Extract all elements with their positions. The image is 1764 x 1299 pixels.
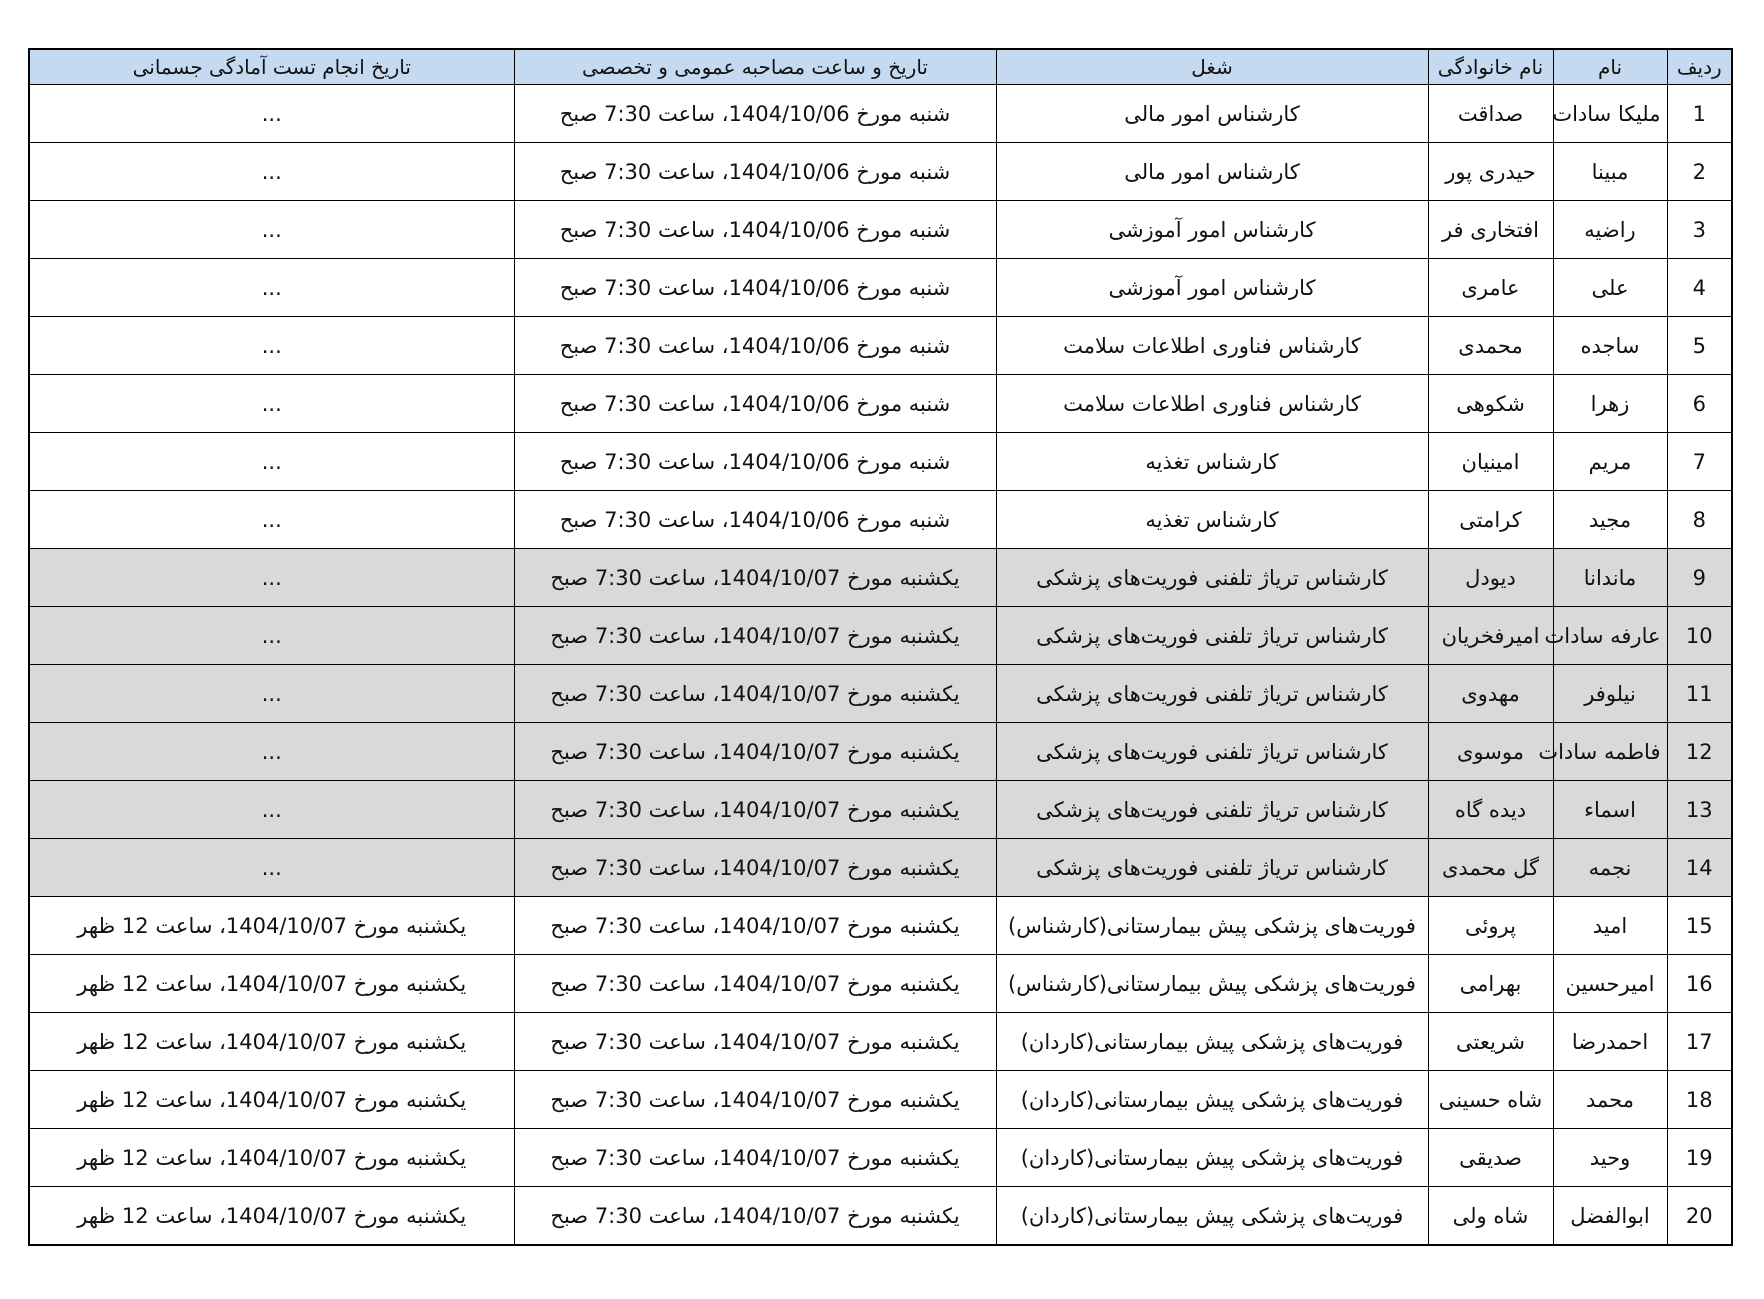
cell-interview-datetime: یکشنبه مورخ 1404/10/07، ساعت 7:30 صبح bbox=[514, 839, 996, 897]
cell-job: کارشناس امور مالی bbox=[996, 143, 1428, 201]
cell-row-number: 19 bbox=[1667, 1129, 1732, 1187]
cell-job: کارشناس تریاژ تلفنی فوریت‌های پزشکی bbox=[996, 839, 1428, 897]
cell-fitness-test-date: ... bbox=[29, 375, 514, 433]
cell-first-name: وحید bbox=[1553, 1129, 1667, 1187]
cell-interview-datetime: شنبه مورخ 1404/10/06، ساعت 7:30 صبح bbox=[514, 201, 996, 259]
cell-first-name: راضیه bbox=[1553, 201, 1667, 259]
cell-fitness-test-date: ... bbox=[29, 723, 514, 781]
cell-fitness-test-date: ... bbox=[29, 201, 514, 259]
table-row bbox=[29, 259, 1732, 317]
cell-job: کارشناس امور آموزشی bbox=[996, 259, 1428, 317]
cell-job: کارشناس تریاژ تلفنی فوریت‌های پزشکی bbox=[996, 665, 1428, 723]
cell-interview-datetime: شنبه مورخ 1404/10/06، ساعت 7:30 صبح bbox=[514, 259, 996, 317]
cell-job: فوریت‌های پزشکی پیش بیمارستانی(کاردان) bbox=[996, 1013, 1428, 1071]
cell-job: کارشناس تریاژ تلفنی فوریت‌های پزشکی bbox=[996, 549, 1428, 607]
table-row bbox=[29, 143, 1732, 201]
cell-last-name: امیرفخریان bbox=[1428, 607, 1553, 665]
cell-fitness-test-date: ... bbox=[29, 781, 514, 839]
header-last-name: نام خانوادگی bbox=[1428, 49, 1553, 85]
cell-row-number: 13 bbox=[1667, 781, 1732, 839]
cell-row-number: 10 bbox=[1667, 607, 1732, 665]
cell-job: فوریت‌های پزشکی پیش بیمارستانی(کارشناس) bbox=[996, 955, 1428, 1013]
cell-first-name: مریم bbox=[1553, 433, 1667, 491]
cell-first-name: فاطمه سادات bbox=[1553, 723, 1667, 781]
cell-last-name: مهدوی bbox=[1428, 665, 1553, 723]
cell-fitness-test-date: ... bbox=[29, 839, 514, 897]
header-row bbox=[29, 49, 1732, 85]
cell-first-name: نیلوفر bbox=[1553, 665, 1667, 723]
cell-interview-datetime: شنبه مورخ 1404/10/06، ساعت 7:30 صبح bbox=[514, 491, 996, 549]
cell-job: کارشناس امور مالی bbox=[996, 85, 1428, 143]
cell-row-number: 14 bbox=[1667, 839, 1732, 897]
cell-first-name: احمدرضا bbox=[1553, 1013, 1667, 1071]
cell-interview-datetime: شنبه مورخ 1404/10/06، ساعت 7:30 صبح bbox=[514, 375, 996, 433]
cell-interview-datetime: یکشنبه مورخ 1404/10/07، ساعت 7:30 صبح bbox=[514, 1071, 996, 1129]
cell-row-number: 11 bbox=[1667, 665, 1732, 723]
cell-row-number: 3 bbox=[1667, 201, 1732, 259]
table-row bbox=[29, 1129, 1732, 1187]
table-row bbox=[29, 1071, 1732, 1129]
cell-last-name: عامری bbox=[1428, 259, 1553, 317]
cell-row-number: 9 bbox=[1667, 549, 1732, 607]
header-job: شغل bbox=[996, 49, 1428, 85]
cell-first-name: عارفه سادات bbox=[1553, 607, 1667, 665]
cell-job: کارشناس تریاژ تلفنی فوریت‌های پزشکی bbox=[996, 781, 1428, 839]
cell-fitness-test-date: یکشنبه مورخ 1404/10/07، ساعت 12 ظهر bbox=[29, 1013, 514, 1071]
cell-last-name: صدیقی bbox=[1428, 1129, 1553, 1187]
cell-job: کارشناس فناوری اطلاعات سلامت bbox=[996, 375, 1428, 433]
cell-last-name: دیده گاه bbox=[1428, 781, 1553, 839]
cell-last-name: محمدی bbox=[1428, 317, 1553, 375]
cell-fitness-test-date: ... bbox=[29, 491, 514, 549]
cell-fitness-test-date: ... bbox=[29, 85, 514, 143]
cell-last-name: شاه ولی bbox=[1428, 1187, 1553, 1246]
cell-first-name: امید bbox=[1553, 897, 1667, 955]
cell-interview-datetime: یکشنبه مورخ 1404/10/07، ساعت 7:30 صبح bbox=[514, 665, 996, 723]
cell-row-number: 17 bbox=[1667, 1013, 1732, 1071]
cell-last-name: موسوی bbox=[1428, 723, 1553, 781]
table-row bbox=[29, 549, 1732, 607]
cell-interview-datetime: یکشنبه مورخ 1404/10/07، ساعت 7:30 صبح bbox=[514, 897, 996, 955]
cell-row-number: 16 bbox=[1667, 955, 1732, 1013]
cell-fitness-test-date: یکشنبه مورخ 1404/10/07، ساعت 12 ظهر bbox=[29, 1129, 514, 1187]
cell-first-name: مجید bbox=[1553, 491, 1667, 549]
cell-last-name: گل محمدی bbox=[1428, 839, 1553, 897]
cell-interview-datetime: یکشنبه مورخ 1404/10/07، ساعت 7:30 صبح bbox=[514, 781, 996, 839]
cell-job: کارشناس تغذیه bbox=[996, 491, 1428, 549]
table-header bbox=[29, 49, 1732, 85]
cell-interview-datetime: یکشنبه مورخ 1404/10/07، ساعت 7:30 صبح bbox=[514, 1187, 996, 1246]
cell-fitness-test-date: یکشنبه مورخ 1404/10/07، ساعت 12 ظهر bbox=[29, 1187, 514, 1246]
cell-row-number: 4 bbox=[1667, 259, 1732, 317]
cell-row-number: 6 bbox=[1667, 375, 1732, 433]
cell-first-name: محمد bbox=[1553, 1071, 1667, 1129]
cell-fitness-test-date: ... bbox=[29, 665, 514, 723]
cell-last-name: دیودل bbox=[1428, 549, 1553, 607]
table-row bbox=[29, 85, 1732, 143]
cell-interview-datetime: یکشنبه مورخ 1404/10/07، ساعت 7:30 صبح bbox=[514, 1013, 996, 1071]
cell-first-name: علی bbox=[1553, 259, 1667, 317]
table-row bbox=[29, 491, 1732, 549]
cell-first-name: ساجده bbox=[1553, 317, 1667, 375]
cell-fitness-test-date: یکشنبه مورخ 1404/10/07، ساعت 12 ظهر bbox=[29, 955, 514, 1013]
cell-last-name: حیدری پور bbox=[1428, 143, 1553, 201]
table-row bbox=[29, 955, 1732, 1013]
table-row bbox=[29, 433, 1732, 491]
cell-fitness-test-date: ... bbox=[29, 317, 514, 375]
cell-interview-datetime: یکشنبه مورخ 1404/10/07، ساعت 7:30 صبح bbox=[514, 723, 996, 781]
cell-row-number: 12 bbox=[1667, 723, 1732, 781]
cell-job: فوریت‌های پزشکی پیش بیمارستانی(کاردان) bbox=[996, 1187, 1428, 1246]
cell-job: فوریت‌های پزشکی پیش بیمارستانی(کاردان) bbox=[996, 1129, 1428, 1187]
table-body bbox=[29, 85, 1732, 1246]
header-first-name: نام bbox=[1553, 49, 1667, 85]
table-row bbox=[29, 781, 1732, 839]
cell-last-name: صداقت bbox=[1428, 85, 1553, 143]
table-row bbox=[29, 375, 1732, 433]
cell-first-name: ابوالفضل bbox=[1553, 1187, 1667, 1246]
cell-last-name: افتخاری فر bbox=[1428, 201, 1553, 259]
cell-interview-datetime: شنبه مورخ 1404/10/06، ساعت 7:30 صبح bbox=[514, 433, 996, 491]
cell-first-name: اسماء bbox=[1553, 781, 1667, 839]
header-fitness-test-date: تاریخ انجام تست آمادگی جسمانی bbox=[29, 49, 514, 85]
cell-last-name: شکوهی bbox=[1428, 375, 1553, 433]
cell-fitness-test-date: ... bbox=[29, 259, 514, 317]
cell-row-number: 1 bbox=[1667, 85, 1732, 143]
table-row bbox=[29, 1187, 1732, 1246]
cell-interview-datetime: شنبه مورخ 1404/10/06، ساعت 7:30 صبح bbox=[514, 317, 996, 375]
cell-first-name: نجمه bbox=[1553, 839, 1667, 897]
cell-interview-datetime: یکشنبه مورخ 1404/10/07، ساعت 7:30 صبح bbox=[514, 955, 996, 1013]
cell-fitness-test-date: ... bbox=[29, 607, 514, 665]
cell-row-number: 15 bbox=[1667, 897, 1732, 955]
cell-interview-datetime: شنبه مورخ 1404/10/06، ساعت 7:30 صبح bbox=[514, 143, 996, 201]
cell-fitness-test-date: یکشنبه مورخ 1404/10/07، ساعت 12 ظهر bbox=[29, 897, 514, 955]
cell-fitness-test-date: یکشنبه مورخ 1404/10/07، ساعت 12 ظهر bbox=[29, 1071, 514, 1129]
cell-last-name: کرامتی bbox=[1428, 491, 1553, 549]
table-row bbox=[29, 607, 1732, 665]
cell-first-name: ملیکا سادات bbox=[1553, 85, 1667, 143]
cell-interview-datetime: یکشنبه مورخ 1404/10/07، ساعت 7:30 صبح bbox=[514, 1129, 996, 1187]
schedule-table bbox=[28, 48, 1733, 1246]
table-row bbox=[29, 723, 1732, 781]
cell-row-number: 5 bbox=[1667, 317, 1732, 375]
cell-interview-datetime: یکشنبه مورخ 1404/10/07، ساعت 7:30 صبح bbox=[514, 549, 996, 607]
cell-row-number: 8 bbox=[1667, 491, 1732, 549]
cell-fitness-test-date: ... bbox=[29, 433, 514, 491]
cell-job: کارشناس تغذیه bbox=[996, 433, 1428, 491]
cell-first-name: امیرحسین bbox=[1553, 955, 1667, 1013]
cell-job: فوریت‌های پزشکی پیش بیمارستانی(کاردان) bbox=[996, 1071, 1428, 1129]
cell-row-number: 7 bbox=[1667, 433, 1732, 491]
cell-job: کارشناس تریاژ تلفنی فوریت‌های پزشکی bbox=[996, 723, 1428, 781]
header-row-number: ردیف bbox=[1667, 49, 1732, 85]
cell-last-name: پروئی bbox=[1428, 897, 1553, 955]
cell-first-name: ماندانا bbox=[1553, 549, 1667, 607]
cell-last-name: بهرامی bbox=[1428, 955, 1553, 1013]
cell-last-name: امینیان bbox=[1428, 433, 1553, 491]
table-row bbox=[29, 317, 1732, 375]
cell-first-name: زهرا bbox=[1553, 375, 1667, 433]
cell-first-name: مبینا bbox=[1553, 143, 1667, 201]
table-row bbox=[29, 839, 1732, 897]
cell-row-number: 2 bbox=[1667, 143, 1732, 201]
cell-last-name: شاه حسینی bbox=[1428, 1071, 1553, 1129]
cell-fitness-test-date: ... bbox=[29, 143, 514, 201]
cell-job: کارشناس امور آموزشی bbox=[996, 201, 1428, 259]
header-interview-datetime: تاریخ و ساعت مصاحبه عمومی و تخصصی bbox=[514, 49, 996, 85]
cell-interview-datetime: یکشنبه مورخ 1404/10/07، ساعت 7:30 صبح bbox=[514, 607, 996, 665]
table-row bbox=[29, 897, 1732, 955]
cell-last-name: شریعتی bbox=[1428, 1013, 1553, 1071]
table-row bbox=[29, 665, 1732, 723]
table-row bbox=[29, 201, 1732, 259]
cell-row-number: 18 bbox=[1667, 1071, 1732, 1129]
table-row bbox=[29, 1013, 1732, 1071]
cell-row-number: 20 bbox=[1667, 1187, 1732, 1246]
cell-fitness-test-date: ... bbox=[29, 549, 514, 607]
cell-job: فوریت‌های پزشکی پیش بیمارستانی(کارشناس) bbox=[996, 897, 1428, 955]
cell-job: کارشناس تریاژ تلفنی فوریت‌های پزشکی bbox=[996, 607, 1428, 665]
cell-job: کارشناس فناوری اطلاعات سلامت bbox=[996, 317, 1428, 375]
cell-interview-datetime: شنبه مورخ 1404/10/06، ساعت 7:30 صبح bbox=[514, 85, 996, 143]
